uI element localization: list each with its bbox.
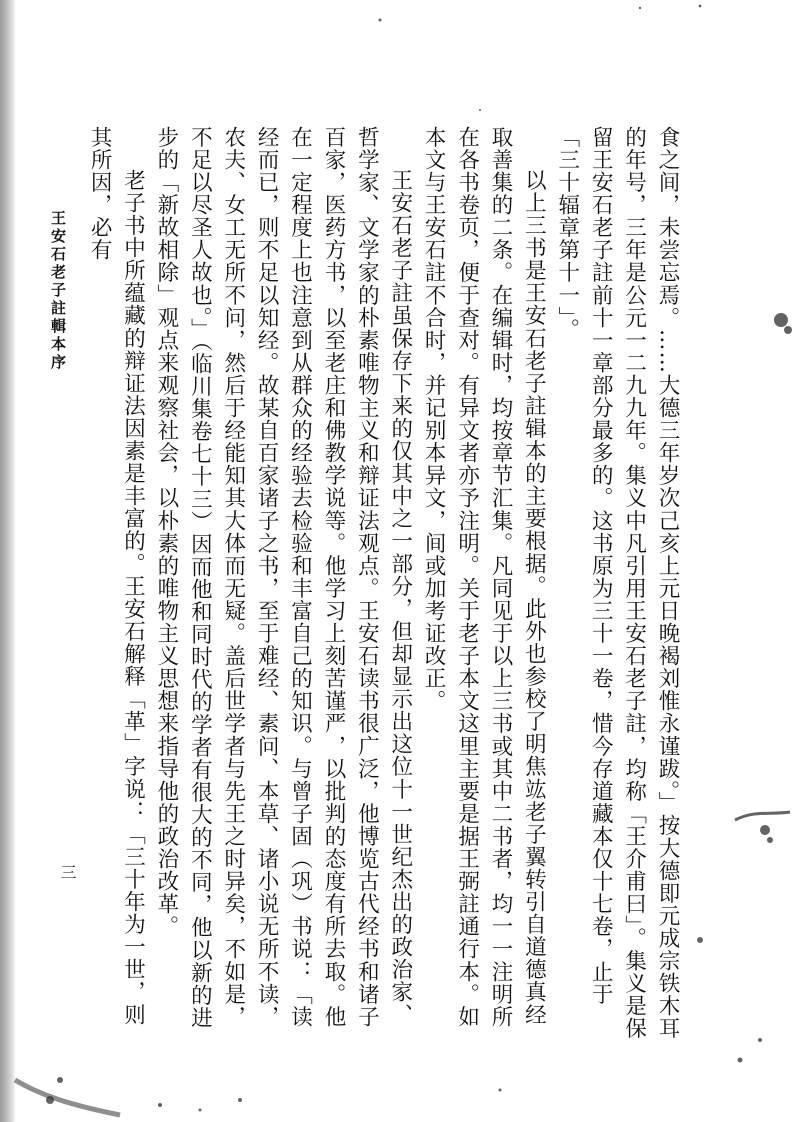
running-title: 王安石老子註輯本序 xyxy=(49,210,67,372)
paragraph-2: 以上三书是王安石老子註辑本的主要根据。此外也参校了明焦竑老子翼转引自道德真经取善集的二条。在编辑时，均按章节汇集。凡同见于以上三书或其中二书者，均一一注明所在各书卷页，便于查对。有异文者亦予注明。关于老子本文这里主要是据王弼註通行本。如本文与王安石註不合时，并记别本异文，间或加考证改正。 xyxy=(421,126,547,1028)
paragraph-3: 王安石老子註虽保存下来的仅其中之一部分，但却显示出这位十一世纪杰出的政治家、哲学家、文学家的朴素唯物主义和辩证法观点。王安石读书很广泛，他博览古代经书和诸子百家，医药方书，以至老庄和佛教学说等。他学习上刻苦谨严，以批判的态度有所去取。他在一定程度上也注意到从群众的经验去检验和丰富自己的知识。与曾子固（巩）书说：「读经而已，则不足以知经。故某自百家诸子之书，至于难经、素问、本草、诸小说无所不读，农夫、女工无所不问，然后于经能知其大体而无疑。盖后世学者与先王之时异矣，不如是，不足以尽圣人故也。」（临川集卷七十三）因而他和同时代的学者有很大的不同，他以新的进步的「新故相除」观点来观察社会，以朴素的唯物主义思想来指导他的政治改革。 xyxy=(153,126,413,1030)
page-number: 三 xyxy=(58,864,77,880)
body-text xyxy=(87,126,684,1046)
paragraph-1: 食之间，未尝忘焉。……大德三年岁次己亥上元日晚褐刘惟永谨跋。」按大德即元成宗铁木耳的年号，三年是公元一二九九年。集义中凡引用王安石老子註，均称「王介甫曰」。集义是保留王安石老子註前十一章部分最多的。这书原为三十一卷，惜今存道藏本仅十七卷，止于「三十辐章第十一」。 xyxy=(554,126,680,1040)
paragraph-4: 老子书中所蕴藏的辩证法因素是丰富的。王安石解释「革」字说：「三十年为一世，则其所因，必有 xyxy=(87,126,146,1026)
